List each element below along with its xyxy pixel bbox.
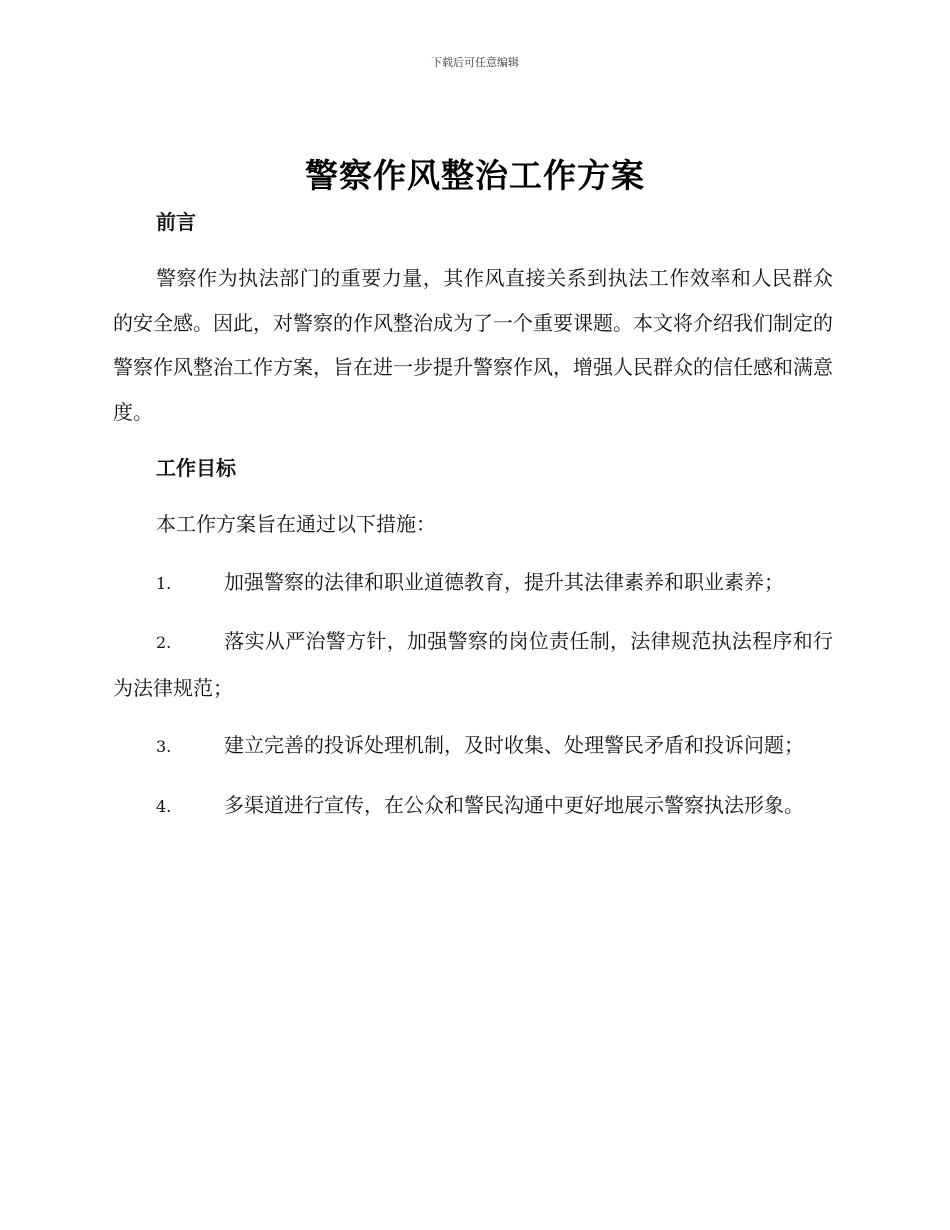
list-item (113, 783, 833, 830)
list-item-number: 1. (156, 573, 172, 593)
document-body (113, 200, 833, 829)
list-item-number: 4. (156, 796, 172, 816)
preface-paragraph: 警察作为执法部门的重要力量，其作风直接关系到执法工作效率和人民群众的安全感。因此，对警察的作风整治成为了一个重要课题。本文将介绍我们制定的警察作风整治工作方案，旨在进一步提升警察作风，增强人民群众的信任感和满意度。 (113, 266, 833, 424)
list-item-number: 3. (156, 737, 172, 756)
section-heading-preface: 前言 (156, 210, 196, 234)
list-item-text: 多渠道进行宣传，在公众和警民沟通中更好地展示警察执法形象。 (224, 792, 804, 817)
list-item-text: 建立完善的投诉处理机制，及时收集、处理警民矛盾和投诉问题； (224, 733, 804, 757)
list-item-text: 加强警察的法律和职业道德教育，提升其法律素养和职业素养； (224, 569, 784, 594)
list-item (113, 723, 833, 770)
list-item-number: 2. (156, 633, 172, 652)
list-item (113, 619, 833, 710)
list-item-text: 落实从严治警方针，加强警察的岗位责任制，法律规范执法程序和行为法律规范； (113, 629, 833, 700)
header-note: 下载后可任意编辑 (431, 56, 519, 69)
goals-intro: 本工作方案旨在通过以下措施： (156, 512, 436, 536)
section-heading-goals: 工作目标 (156, 456, 236, 480)
list-item (113, 560, 833, 607)
document-title: 警察作风整治工作方案 (305, 156, 645, 195)
